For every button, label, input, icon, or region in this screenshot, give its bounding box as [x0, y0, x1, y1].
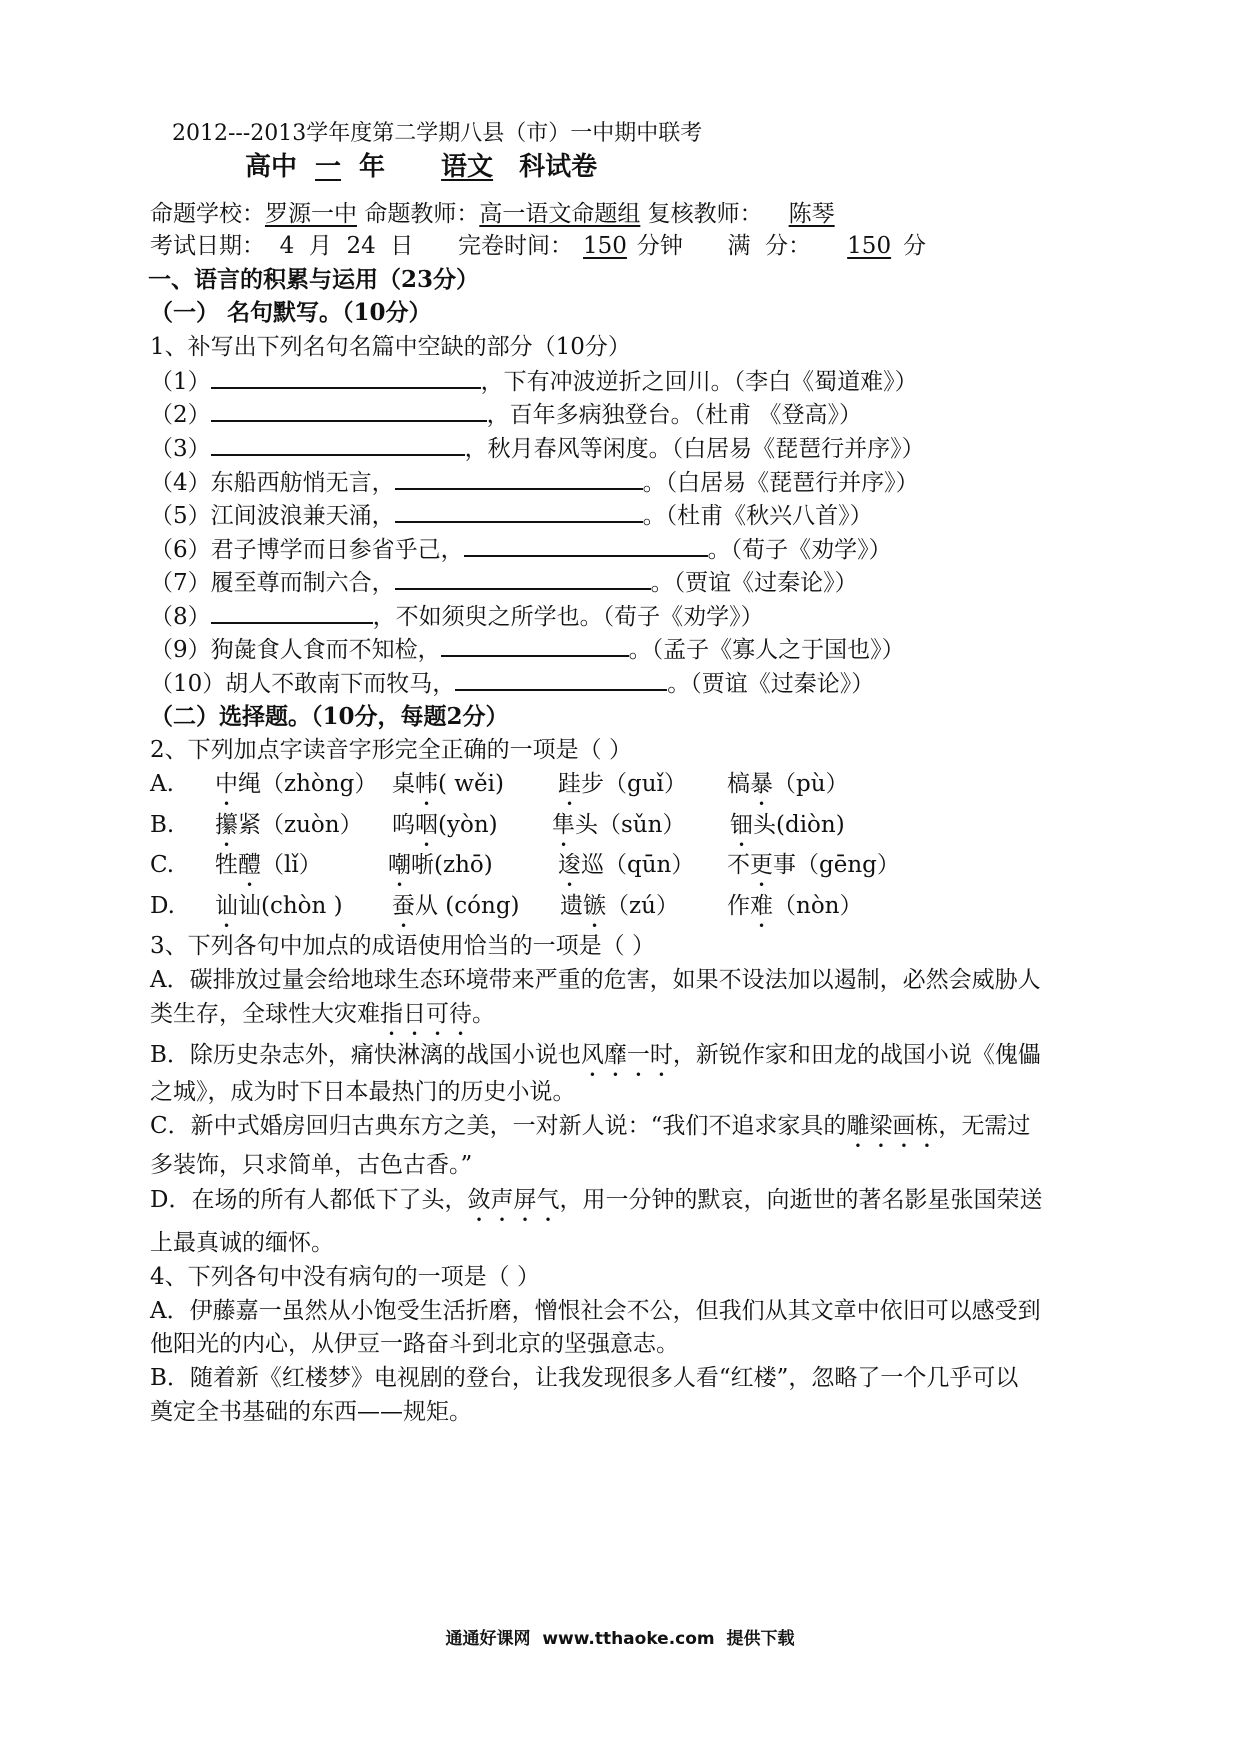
- answer-blank[interactable]: [211, 398, 487, 422]
- option-label-a[interactable]: A.: [150, 771, 174, 797]
- q3-option-c-line1: C．新中式婚房回归古典东方之美，一对新人说：“我们不追求家具的雕梁画栋，无需过: [150, 1113, 1031, 1139]
- q2-stem: 2、下列加点字读音字形完全正确的一项是（ ）: [150, 737, 632, 763]
- q2-term: 不更事（gēng）: [727, 852, 900, 878]
- q2-term: 中绳（zhòng）: [215, 771, 378, 797]
- teacher-value: 高一语文命题组: [479, 201, 641, 227]
- reviewer-value: 陈琴: [788, 201, 835, 227]
- q3-option-b-line2: 之城》，成为时下日本最热门的历史小说。: [150, 1079, 576, 1105]
- answer-blank[interactable]: [395, 499, 643, 523]
- q2-term: 逡巡（qūn）: [558, 852, 695, 878]
- answer-blank[interactable]: [455, 667, 667, 691]
- score-value: 150: [847, 233, 892, 259]
- q4-stem: 4、下列各句中没有病句的一项是（ ）: [150, 1264, 540, 1290]
- time-label: 完卷时间：: [458, 233, 574, 259]
- q2-term: 嘲哳(zhō): [388, 852, 493, 878]
- answer-blank[interactable]: [211, 365, 481, 389]
- option-label-c[interactable]: C.: [150, 852, 175, 878]
- q2-term: 槁暴（pù）: [727, 771, 849, 797]
- time-unit: 分钟: [636, 233, 683, 259]
- school-value: 罗源一中: [265, 201, 357, 227]
- grade-value: 一: [315, 152, 342, 182]
- q3-option-b-line1: B．除历史杂志外，痛快淋漓的战国小说也风靡一时，新锐作家和田龙的战国小说《傀儡: [150, 1042, 1041, 1068]
- teacher-label: 命题教师：: [364, 201, 480, 227]
- answer-blank[interactable]: [211, 600, 373, 624]
- q4-option-b-line1: B．随着新《红楼梦》电视剧的登台，让我发现很多人看“红楼”，忽略了一个几乎可以: [150, 1365, 1019, 1391]
- q3-option-d-line2: 上最真诚的缅怀。: [150, 1230, 334, 1256]
- q2-term: 遗镞（zú）: [560, 893, 679, 919]
- q4-option-a-line1: A．伊藤嘉一虽然从小饱受生活折磨，憎恨社会不公，但我们从其文章中依旧可以感受到: [150, 1298, 1041, 1324]
- subject-suffix: 科试卷: [519, 152, 598, 182]
- fill-item: （7）履至尊而制六合， 。（贾谊《过秦论》）: [150, 566, 858, 599]
- exam-header-line: 2012---2013学年度第二学期八县（市）一中期中联考: [172, 121, 703, 146]
- exam-date: 考试日期： 4 月 24 日: [150, 233, 414, 259]
- fill-item: （9）狗彘食人食而不知检， 。（孟子《寡人之于国也》）: [150, 633, 905, 666]
- fill-item: （3） ，秋月春风等闲度。（白居易《琵琶行并序》）: [150, 432, 925, 465]
- q3-option-d-line1: D．在场的所有人都低下了头，敛声屏气，用一分钟的默哀，向逝世的著名影星张国荣送: [150, 1187, 1043, 1213]
- exam-info-line-2: [150, 230, 926, 262]
- option-label-b[interactable]: B.: [150, 812, 175, 838]
- q4-option-b-line2: 奠定全书基础的东西——规矩。: [150, 1399, 472, 1425]
- q2-term: 隼头（sǔn）: [552, 812, 686, 838]
- section1-title: （一） 名句默写。（10分）: [150, 299, 432, 326]
- grade-prefix: 高中: [245, 152, 298, 182]
- q2-term: 呜咽(yòn): [392, 812, 498, 838]
- subject-value: 语文: [441, 152, 494, 182]
- reviewer-label: 复核教师：: [647, 201, 763, 227]
- fill-item: （1） ，下有冲波逆折之回川。（李白《蜀道难》）: [150, 365, 918, 398]
- fill-item: （4）东船西舫悄无言， 。（白居易《琵琶行并序》）: [150, 466, 919, 499]
- exam-info-line-1: [150, 198, 845, 230]
- answer-blank[interactable]: [395, 566, 651, 590]
- option-label-d[interactable]: D.: [150, 893, 175, 919]
- part1-title: 一、语言的积累与运用（23分）: [148, 266, 480, 293]
- q2-term: 钿头(diòn): [730, 812, 845, 838]
- q4-option-a-line2: 他阳光的内心，从伊豆一路奋斗到北京的坚强意志。: [150, 1331, 679, 1357]
- score-unit: 分: [903, 233, 927, 259]
- idiom-highlight: 敛声屏气: [467, 1187, 560, 1213]
- q2-term: 攥紧（zuòn）: [215, 812, 363, 838]
- q3-stem: 3、下列各句中加点的成语使用恰当的一项是（ ）: [150, 933, 655, 959]
- year-label: 年: [359, 152, 386, 182]
- q2-term: 桌帏( wěi): [392, 771, 504, 797]
- fill-item: （2） ，百年多病独登台。（杜甫 《登高》）: [150, 398, 862, 431]
- answer-blank[interactable]: [464, 533, 708, 557]
- idiom-highlight: 雕梁画栋: [846, 1113, 939, 1139]
- exam-title: [245, 150, 597, 184]
- answer-blank[interactable]: [395, 466, 643, 490]
- q2-term: 蚕从 (cóng): [392, 893, 520, 919]
- answer-blank[interactable]: [211, 432, 465, 456]
- q2-term: 跬步（guǐ）: [558, 771, 687, 797]
- time-value: 150: [583, 233, 627, 259]
- section2-title: （二）选择题。（10分，每题2分）: [150, 703, 509, 730]
- fill-item: （8） ，不如须臾之所学也。（荀子《劝学》）: [150, 600, 764, 633]
- fill-item: （6）君子博学而日参省乎己， 。（荀子《劝学》）: [150, 533, 892, 566]
- school-label: 命题学校：: [150, 201, 265, 227]
- idiom-highlight: 指日可待: [380, 1001, 472, 1027]
- q1-stem: 1、补写出下列名句名篇中空缺的部分（10分）: [150, 334, 631, 360]
- answer-blank[interactable]: [441, 633, 629, 657]
- q2-term: 讪讪(chòn ): [215, 893, 343, 919]
- q2-term: 牲醴（lǐ）: [215, 852, 322, 878]
- idiom-highlight: 风靡一时: [580, 1042, 673, 1068]
- page-footer: 通通好课网 www.tthaoke.com 提供下载: [445, 1629, 795, 1649]
- fill-item: （10）胡人不敢南下而牧马， 。（贾谊《过秦论》）: [150, 667, 874, 700]
- q2-term: 作难（nòn）: [727, 893, 863, 919]
- q3-option-a-line2: 类生存，全球性大灾难指日可待。: [150, 1001, 495, 1027]
- q3-option-a-line1: A．碳排放过量会给地球生态环境带来严重的危害，如果不设法加以遏制，必然会威胁人: [150, 967, 1041, 993]
- q3-option-c-line2: 多装饰，只求简单，古色古香。”: [150, 1152, 473, 1178]
- fill-item: （5）江间波浪兼天涌， 。（杜甫《秋兴八首》）: [150, 499, 873, 532]
- score-label: 满 分：: [727, 233, 812, 259]
